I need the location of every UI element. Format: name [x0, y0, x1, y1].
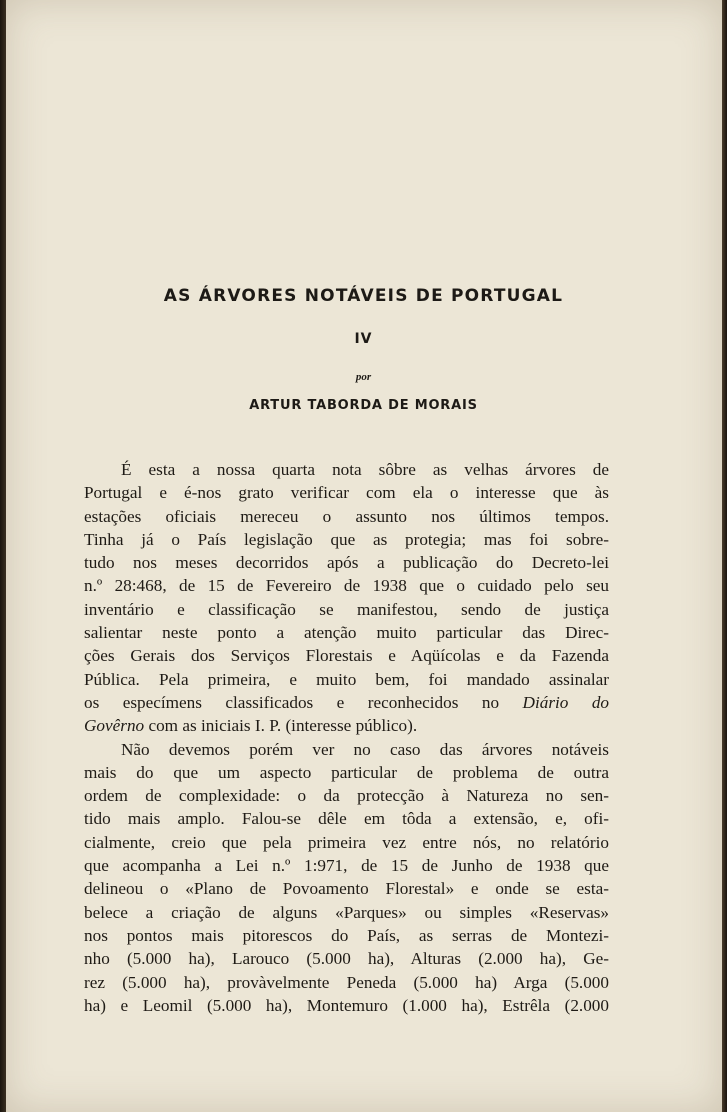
body-line: nho (5.000 ha), Larouco (5.000 ha), Alturas (2.000 ha), Ge- [84, 949, 609, 969]
body-line: tido mais amplo. Falou-se dêle em tôda a extensão, e, ofi- [84, 809, 609, 829]
byline: por [355, 371, 372, 383]
article-body [84, 458, 609, 1017]
body-line: mais do que um aspecto particular de problema de outra [84, 762, 609, 782]
article-title: AS ÁRVORES NOTÁVEIS DE PORTUGAL [163, 286, 564, 306]
body-line: Tinha já o País legislação que as protegia; mas foi sobre- [84, 529, 609, 549]
body-line: rez (5.000 ha), provàvelmente Peneda (5.000 ha) Arga (5.000 [84, 972, 609, 992]
italic-text: Govêrno [84, 716, 145, 736]
body-line: que acompanha a Lei n.º 1:971, de 15 de Junho de 1938 que [84, 856, 609, 876]
body-text: os especímens classificados e reconhecidos no [84, 692, 523, 712]
body-line: ordem de complexidade: o da protecção à Natureza no sen- [84, 786, 609, 806]
body-line: nos pontos mais pitorescos do País, as serras de Montezi- [84, 925, 609, 945]
article-part-numeral: IV [354, 331, 373, 347]
body-line: salientar neste ponto a atenção muito particular das Direc- [84, 623, 609, 643]
body-line: delineou o «Plano de Povoamento Florestal» e onde se esta- [84, 879, 609, 899]
body-line: ções Gerais dos Serviços Florestais e Aqüícolas e da Fazenda [84, 646, 609, 666]
body-line: estações oficiais mereceu o assunto nos últimos tempos. [84, 506, 609, 526]
body-text: com as iniciais I. P. (interesse público). [144, 716, 418, 736]
body-line: Não devemos porém ver no caso das árvores notáveis [121, 739, 609, 759]
body-line: belece a criação de alguns «Parques» ou simples «Reservas» [84, 902, 609, 922]
body-line: n.º 28:468, de 15 de Fevereiro de 1938 que o cuidado pelo seu [84, 576, 609, 596]
body-line: cialmente, creio que pela primeira vez entre nós, no relatório [84, 832, 609, 852]
author-name: ARTUR TABORDA DE MORAIS [249, 398, 478, 413]
body-line: tudo nos meses decorridos após a publicação do Decreto-lei [84, 553, 609, 573]
body-line: É esta a nossa quarta nota sôbre as velhas árvores de [121, 460, 609, 479]
italic-text: Diário do [522, 692, 610, 712]
page-edge-right [722, 0, 727, 1112]
body-line-with-italic [84, 691, 609, 714]
body-line: Pública. Pela primeira, e muito bem, foi mandado assinalar [84, 669, 609, 689]
body-line: ha) e Leomil (5.000 ha), Montemuro (1.000 ha), Estrêla (2.000 [84, 995, 609, 1015]
body-line: Portugal e é-nos grato verificar com ela o interesse que às [84, 483, 609, 503]
body-line: inventário e classificação se manifestou, sendo de justiça [84, 599, 609, 619]
body-line-with-italic [84, 714, 609, 737]
